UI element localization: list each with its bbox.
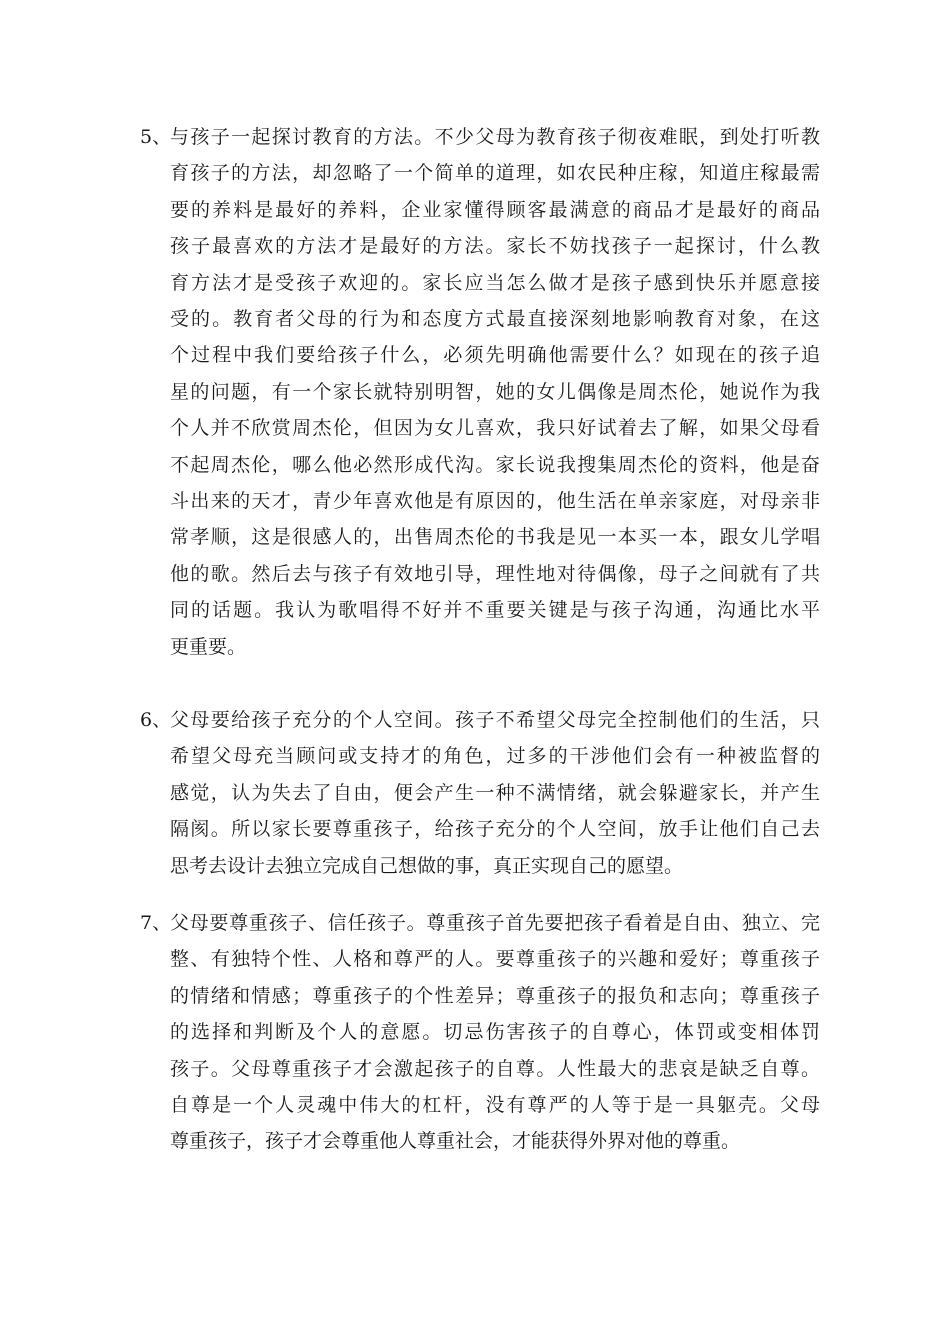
paragraph-line: 同的话题。我认为歌唱得不好并不重要关键是与孩子沟通，沟通比水平 <box>170 599 820 622</box>
paragraph-line: 父母要给孩子充分的个人空间。孩子不希望父母完全控制他们的生活，只 <box>170 709 820 731</box>
paragraph-line: 隔阂。所以家长要尊重孩子，给孩子充分的个人空间，放手让他们自己去 <box>170 818 820 841</box>
list-item-7 <box>140 905 820 1160</box>
paragraph-line: 常孝顺，这是很感人的，出售周杰伦的书我是见一本买一本，跟女儿学唱 <box>170 526 820 549</box>
paragraph-line: 思考去设计去独立完成自己想做的事，真正实现自己的愿望。 <box>170 854 684 877</box>
paragraph-line: 的情绪和情感；尊重孩子的个性差异；尊重孩子的报负和志向；尊重孩子 <box>170 984 820 1007</box>
item-number: 7、 <box>140 912 172 934</box>
paragraph-line: 不起周杰伦，哪么他必然形成代沟。家长说我搜集周杰伦的资料，他是奋 <box>170 453 820 476</box>
paragraph-line: 孩子最喜欢的方法才是最好的方法。家长不妨找孩子一起探讨，什么教 <box>170 235 820 258</box>
paragraph-line: 孩子。父母尊重孩子才会激起孩子的自尊。人性最大的悲哀是缺乏自尊。 <box>170 1057 820 1080</box>
paragraph-line: 希望父母充当顾问或支持才的角色，过多的干涉他们会有一种被监督的 <box>170 745 820 768</box>
paragraph-line: 要的养料是最好的养料，企业家懂得顾客最满意的商品才是最好的商品 <box>170 198 820 221</box>
list-item-6 <box>140 702 820 884</box>
paragraph-line: 整、有独特个性、人格和尊严的人。要尊重孩子的兴趣和爱好；尊重孩子 <box>170 948 820 971</box>
paragraph-line: 育方法才是受孩子欢迎的。家长应当怎么做才是孩子感到快乐并愿意接 <box>170 271 820 294</box>
paragraph-line: 的选择和判断及个人的意愿。切忌伤害孩子的自尊心，体罚或变相体罚 <box>170 1021 820 1044</box>
paragraph-line: 更重要。 <box>170 635 247 658</box>
paragraph-line: 尊重孩子，孩子才会尊重他人尊重社会，才能获得外界对他的尊重。 <box>170 1130 741 1153</box>
paragraph-line: 星的问题，有一个家长就特别明智，她的女儿偶像是周杰伦，她说作为我 <box>170 380 820 403</box>
paragraph-line: 感觉，认为失去了自由，便会产生一种不满情绪，就会躲避家长，并产生 <box>170 781 820 804</box>
paragraph-line: 个过程中我们要给孩子什么，必须先明确他需要什么？如现在的孩子追 <box>170 344 820 367</box>
list-item-5 <box>140 119 820 665</box>
paragraph-line: 自尊是一个人灵魂中伟大的杠杆，没有尊严的人等于是一具躯壳。父母 <box>170 1094 820 1117</box>
paragraph-line: 与孩子一起探讨教育的方法。不少父母为教育孩子彻夜难眠，到处打听教 <box>170 126 820 148</box>
paragraph-line: 受的。教育者父母的行为和态度方式最直接深刻地影响教育对象，在这 <box>170 308 820 331</box>
paragraph-line: 育孩子的方法，却忽略了一个简单的道理，如农民种庄稼，知道庄稼最需 <box>170 162 820 185</box>
paragraph-line: 个人并不欣赏周杰伦，但因为女儿喜欢，我只好试着去了解，如果父母看 <box>170 417 820 440</box>
paragraph-line: 父母要尊重孩子、信任孩子。尊重孩子首先要把孩子看着是自由、独立、完 <box>170 912 820 934</box>
item-number: 6、 <box>140 709 172 731</box>
paragraph-line: 他的歌。然后去与孩子有效地引导，理性地对待偶像，母子之间就有了共 <box>170 562 820 585</box>
paragraph-line: 斗出来的天才，青少年喜欢他是有原因的，他生活在单亲家庭，对母亲非 <box>170 490 820 513</box>
item-number: 5、 <box>140 126 172 148</box>
